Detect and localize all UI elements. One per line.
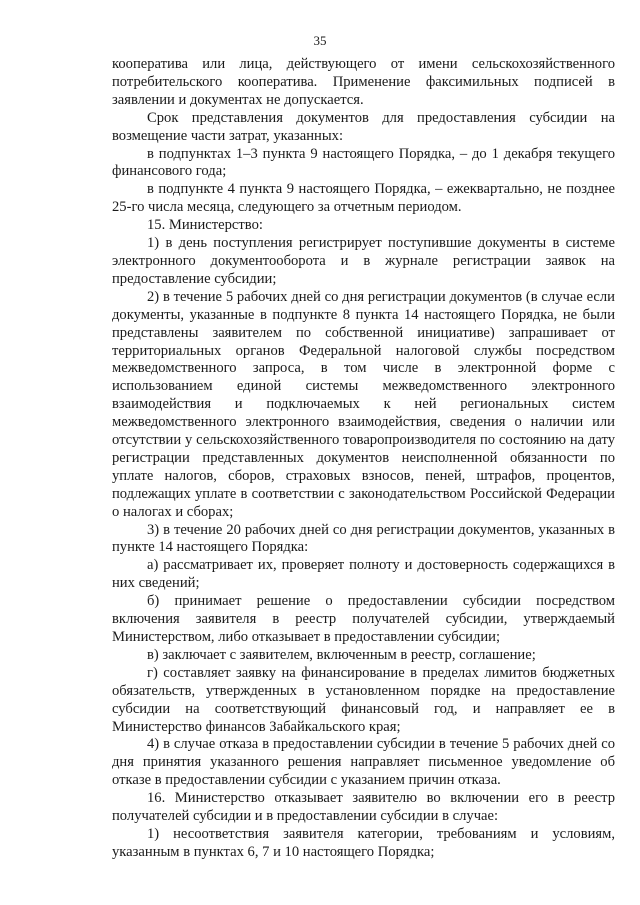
paragraph-continuation: кооператива или лица, действующего от имени сельскохозяйственного потребительского кооператива. Применение факсимильных подписей в заявлении и документах не допускается.	[112, 56, 615, 108]
paragraph-item-15-4: 4) в случае отказа в предоставлении субсидии в течение 5 рабочих дней со дня принятия указанного решения направляет письменное уведомление об отказе в предоставлении субсидии с указанием причин отказа.	[112, 736, 615, 789]
paragraph-item-15-heading: 15. Министерство:	[147, 217, 263, 234]
paragraph-item-15-3-a: а) рассматривает их, проверяет полноту и достоверность содержащихся в них сведений;	[112, 557, 615, 592]
paragraph-item-15-2: 2) в течение 5 рабочих дней со дня регистрации документов (в случае если документы, указанные в подпункте 8 пункта 14 настоящего Порядка, не были представлены заявителем по собственной инициативе) запрашивает от территориальных органов Федеральной налоговой службы посредством межведомственного запроса, в том числе в электронной форме с использованием единой системы межведомственного электронного взаимодействия и подключаемых к ней региональных систем межведомственного электронного взаимодействия, сведения о наличии или отсутствии у сельскохозяйственного товаропроизводителя по состоянию на дату регистрации представленных документов неисполненной обязанности по уплате налогов, сборов, страховых взносов, пеней, штрафов, процентов, подлежащих уплате в соответствии с законодательством Российской Федерации о налогах и сборах;	[112, 288, 615, 520]
paragraph-item-15-3-g: г) составляет заявку на финансирование в пределах лимитов бюджетных обязательств, утвержденных в установленном порядке на предоставление субсидии на соответствующий финансовый год, и направляет ее в Министерство финансов Забайкальского края;	[112, 664, 615, 735]
paragraph-item-15-3-b: б) принимает решение о предоставлении субсидии посредством включения заявителя в реестр получателей субсидии, утверждаемый Министерством, либо отказывает в предоставлении субсидии;	[112, 593, 615, 645]
paragraph-deadline-subpoints-1-3: в подпунктах 1–3 пункта 9 настоящего Порядка, – до 1 декабря текущего финансового года;	[112, 145, 615, 180]
document-body	[112, 56, 615, 862]
paragraph-submission-deadline: Срок представления документов для предоставления субсидии на возмещение части затрат, указанных:	[112, 109, 615, 144]
paragraph-item-15-3-v: в) заключает с заявителем, включенным в реестр, соглашение;	[147, 646, 536, 663]
page-number: 35	[313, 33, 327, 48]
paragraph-item-15-1: 1) в день поступления регистрирует поступившие документы в системе электронного документооборота и в журнале регистрации заявок на предоставление субсидии;	[112, 235, 615, 287]
paragraph-item-15-3: 3) в течение 20 рабочих дней со дня регистрации документов, указанных в пункте 14 настоящего Порядка:	[112, 521, 615, 556]
paragraph-deadline-subpoint-4: в подпункте 4 пункта 9 настоящего Порядка, – ежеквартально, не позднее 25-го числа месяца, следующего за отчетным периодом.	[112, 181, 615, 216]
paragraph-item-16-1: 1) несоответствия заявителя категории, требованиям и условиям, указанным в пунктах 6, 7 и 10 настоящего Порядка;	[112, 825, 615, 860]
paragraph-item-16-heading: 16. Министерство отказывает заявителю во включении его в реестр получателей субсидии и в предоставлении субсидии в случае:	[112, 790, 615, 825]
